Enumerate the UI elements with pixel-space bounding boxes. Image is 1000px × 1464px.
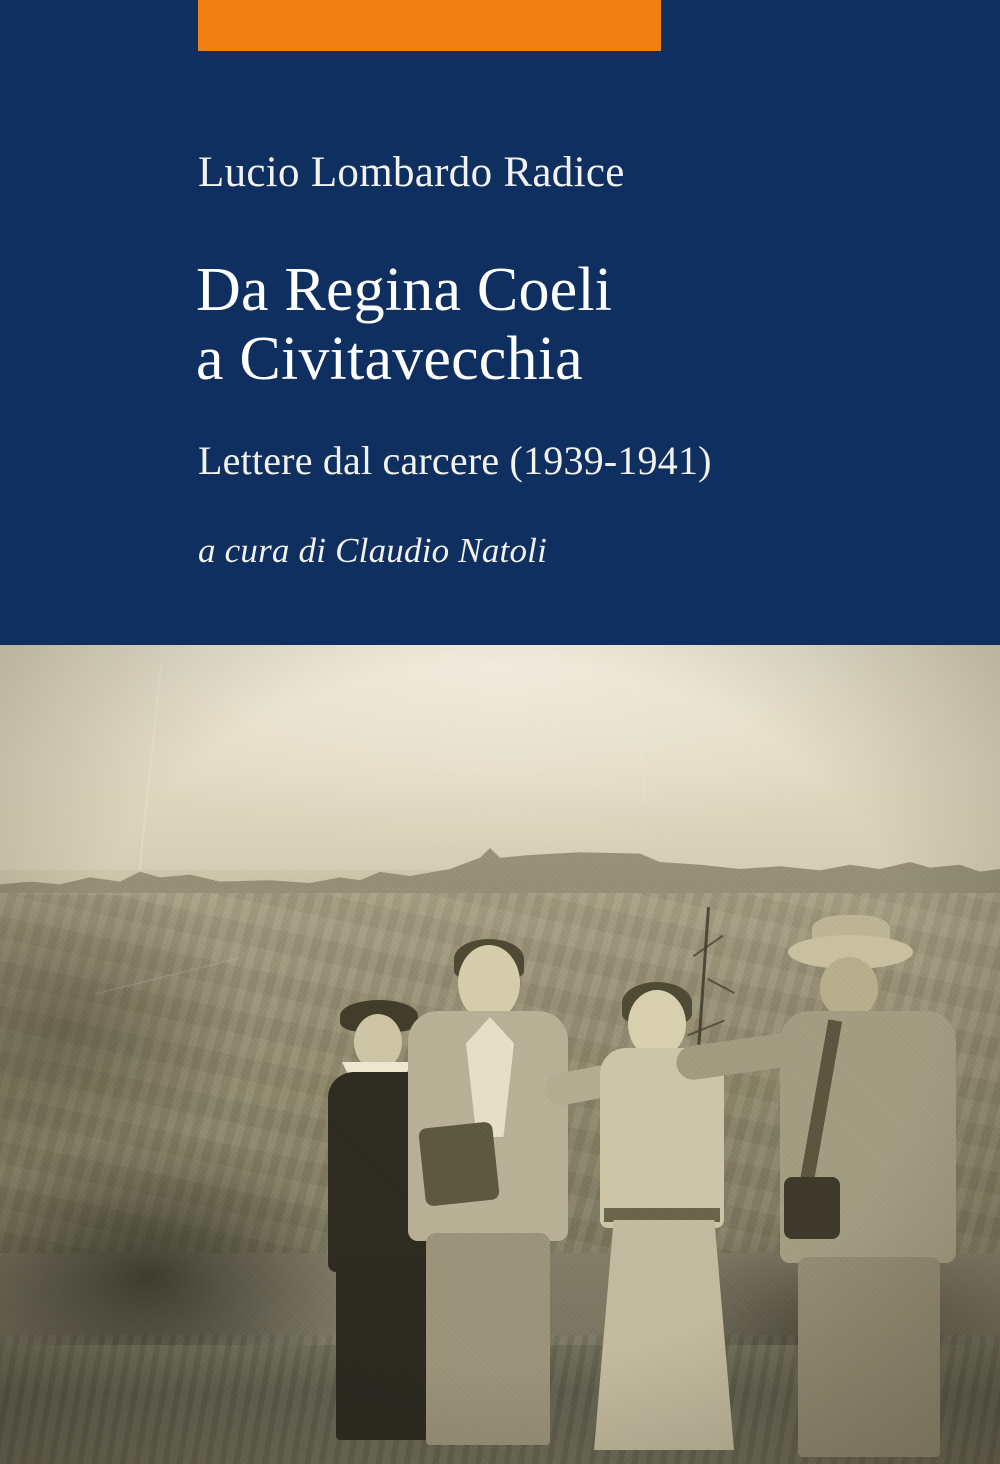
- author-name: Lucio Lombardo Radice: [198, 149, 625, 196]
- title-line-2: a Civitavecchia: [196, 325, 583, 394]
- title-line-1: Da Regina Coeli: [196, 256, 613, 324]
- cover-photograph: [0, 645, 1000, 1464]
- photo-vignette-overlay: [0, 645, 1000, 1464]
- editor-credit: a cura di Claudio Natoli: [198, 531, 547, 570]
- subtitle: Lettere dal carcere (1939-1941): [198, 438, 712, 483]
- cover-text-block: [0, 0, 1000, 645]
- page-title: [196, 256, 936, 395]
